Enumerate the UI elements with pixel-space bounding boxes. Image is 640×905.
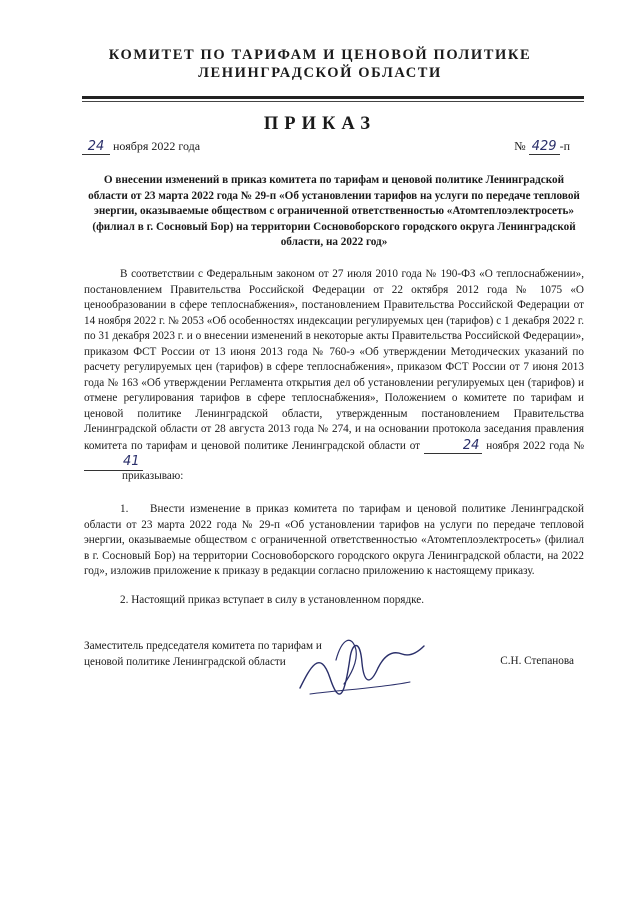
date-day-handwritten: 24 — [82, 139, 110, 155]
order-word: приказываю: — [122, 470, 184, 482]
signer-position: Заместитель председателя комитета по тарифам и ценовой политике Ленинградской области — [84, 640, 322, 668]
preamble-text-middle: ноября 2022 года № — [486, 439, 585, 452]
org-name-line-1: КОМИТЕТ ПО ТАРИФАМ И ЦЕНОВОЙ ПОЛИТИКЕ — [108, 47, 532, 63]
number-prefix: № — [514, 139, 526, 153]
signer-name: С.Н. Степанова — [500, 655, 574, 667]
protocol-day-handwritten: 24 — [424, 438, 483, 455]
preamble-paragraph — [84, 267, 584, 471]
document-number — [514, 139, 570, 155]
document-subject: О внесении изменений в приказ комитета по тарифам и ценовой политике Ленинградской области от 23 марта 2022 года № 29-п «Об установлении тарифов на услуги по передаче тепловой энергии, оказываемые обществом с ограниченной ответственностью «Атомтеплоэлектросеть» (филиал в г. Сосновый Бор) на территории Сосновоборского городского округа Ленинградской области, на 2022 год» — [88, 174, 580, 248]
order-item-1: 1. Внести изменение в приказ комитета по тарифам и ценовой политике Ленинградской области от 23 марта 2022 года № 29-п «Об установлении тарифов на услуги по передаче тепловой энергии, оказываемые обществом с ограниченной ответственностью «Атомтеплоэлектросеть» (филиал в г. Сосновый Бор) на территории Сосновоборского городского округа Ленинградской области, на 2022 год», изложив приложение к приказу в редакции согласно приложению к настоящему приказу. — [84, 503, 584, 577]
preamble-text: В соответствии с Федеральным законом от 27 июля 2010 года № 190-ФЗ «О теплоснабжении», постановлением Правительства Российской Федерации от 22 октября 2012 года № 1075 «О ценообразовании в сфере теплоснабжения», постановлением Правительства Российской Федерации от 14 ноября 2022 г. № 2053 «Об особенностях индексации регулируемых цен (тарифов) с 1 декабря 2022 г. по 31 декабря 2023 г. и о внесении изменений в некоторые акты Правительства Российской Федерации», приказом ФСТ России от 13 июня 2013 года № 760-э «Об утверждении Методических указаний по расчету регулируемых цен (тарифов) в сфере теплоснабжения», приказом ФСТ России от 7 июня 2013 года № 163 «Об утверждении Регламента открытия дел об установлении регулируемых цен (тарифов) и отмене регулирования тарифов в сфере теплоснабжения», Положением о комитете по тарифам и ценовой политике Ленинградской области, утвержденным постановлением Правительства Ленинградской области от 28 августа 2013 года № 274, и на основании протокола заседания правления комитета по тарифам и ценовой политике Ленинградской области от — [84, 268, 584, 452]
document-title: ПРИКАЗ — [263, 114, 377, 134]
document-date — [82, 139, 200, 155]
organization-header — [0, 46, 640, 82]
number-handwritten: 429 — [529, 139, 560, 155]
org-name-line-2: ЛЕНИНГРАДСКОЙ ОБЛАСТИ — [198, 65, 442, 81]
header-divider-thin — [82, 101, 584, 102]
handwritten-signature — [290, 628, 430, 698]
date-month-year: ноября 2022 года — [113, 139, 201, 153]
protocol-number-handwritten: 41 — [84, 454, 143, 471]
order-item-2: 2. Настоящий приказ вступает в силу в установленном порядке. — [120, 594, 425, 606]
number-suffix: -п — [559, 139, 570, 153]
header-divider-thick — [82, 96, 584, 99]
